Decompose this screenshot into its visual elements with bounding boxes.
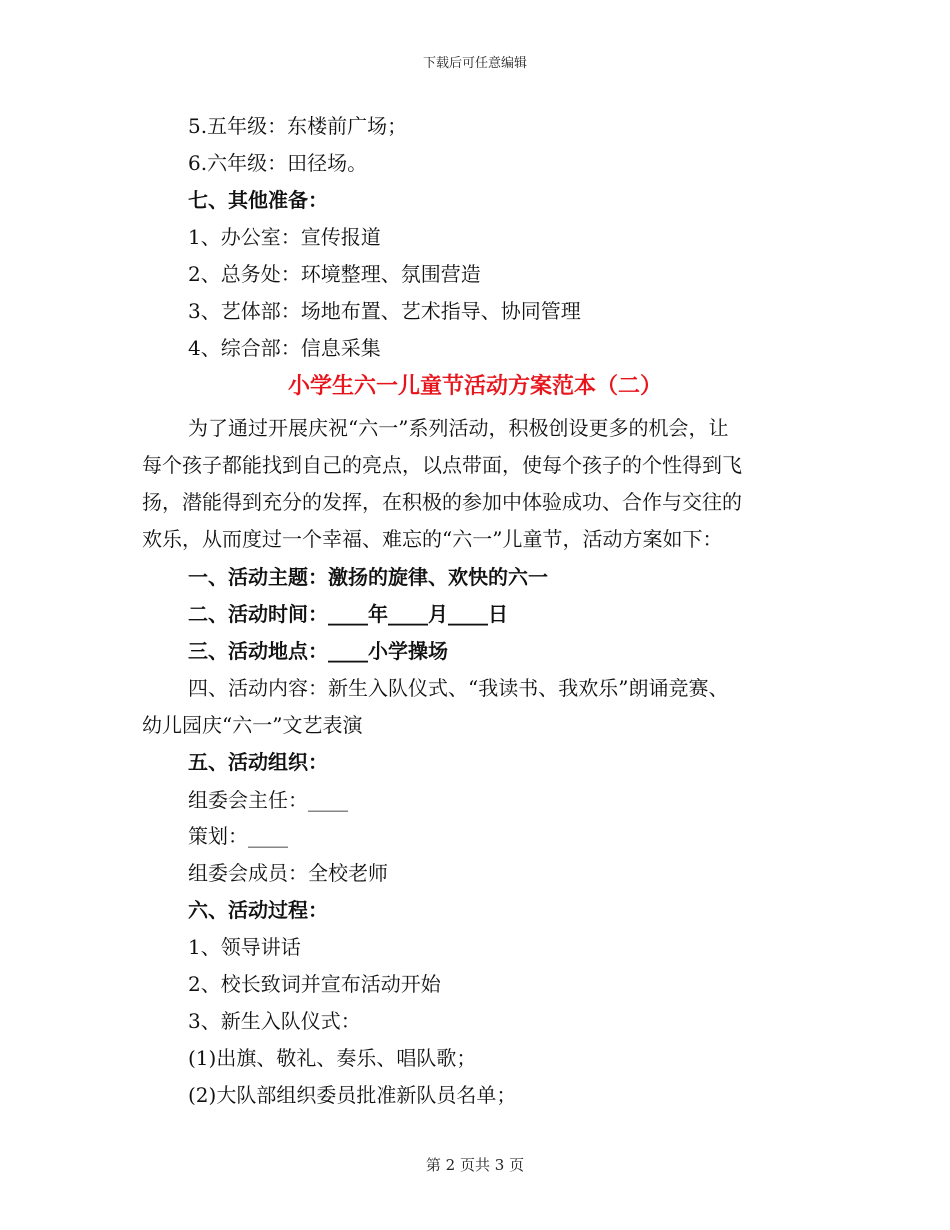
plan-line: (2)大队部组织委员批准新队员名单； bbox=[188, 1083, 517, 1107]
plan-line: 二、活动时间：____年____月____日 bbox=[188, 602, 508, 626]
intro-line: 扬，潜能得到充分的发挥，在积极的参加中体验成功、合作与交往的 bbox=[142, 490, 742, 514]
section-title: 小学生六一儿童节活动方案范本（二） bbox=[287, 373, 662, 399]
list-line: 2、总务处：环境整理、氛围营造 bbox=[188, 262, 481, 286]
intro-line: 每个孩子都能找到自己的亮点，以点带面，使每个孩子的个性得到飞 bbox=[142, 453, 742, 477]
list-line: 6.六年级：田径场。 bbox=[188, 151, 368, 175]
plan-line: 策划：____ bbox=[188, 824, 288, 848]
plan-line: 2、校长致词并宣布活动开始 bbox=[188, 972, 441, 996]
plan-line: 五、活动组织： bbox=[188, 750, 328, 774]
plan-line: 3、新生入队仪式： bbox=[188, 1009, 361, 1033]
plan-line: 四、活动内容：新生入队仪式、“我读书、我欢乐”朗诵竞赛、 bbox=[188, 676, 729, 700]
plan-line: (1)出旗、敬礼、奏乐、唱队歌； bbox=[188, 1046, 477, 1070]
plan-line: 1、领导讲话 bbox=[188, 935, 301, 959]
intro-line: 为了通过开展庆祝“六一”系列活动，积极创设更多的机会，让 bbox=[188, 416, 729, 440]
page-footer: 第 2 页共 3 页 bbox=[425, 1156, 525, 1174]
plan-line: 六、活动过程： bbox=[188, 898, 328, 922]
plan-line: 三、活动地点：____小学操场 bbox=[188, 639, 448, 663]
plan-line: 组委会成员：全校老师 bbox=[188, 861, 388, 885]
plan-line: 组委会主任：____ bbox=[188, 788, 348, 812]
list-line: 4、综合部：信息采集 bbox=[188, 336, 381, 360]
list-line: 5.五年级：东楼前广场； bbox=[188, 114, 408, 138]
plan-line: 幼儿园庆“六一”文艺表演 bbox=[142, 713, 363, 737]
list-line: 七、其他准备： bbox=[188, 188, 328, 212]
page-header: 下载后可任意编辑 bbox=[422, 56, 527, 71]
plan-line: 一、活动主题：激扬的旋律、欢快的六一 bbox=[188, 565, 548, 589]
list-line: 3、艺体部：场地布置、艺术指导、协同管理 bbox=[188, 299, 581, 323]
list-line: 1、办公室：宣传报道 bbox=[188, 225, 381, 249]
intro-line: 欢乐，从而度过一个幸福、难忘的“六一”儿童节，活动方案如下： bbox=[142, 527, 723, 551]
